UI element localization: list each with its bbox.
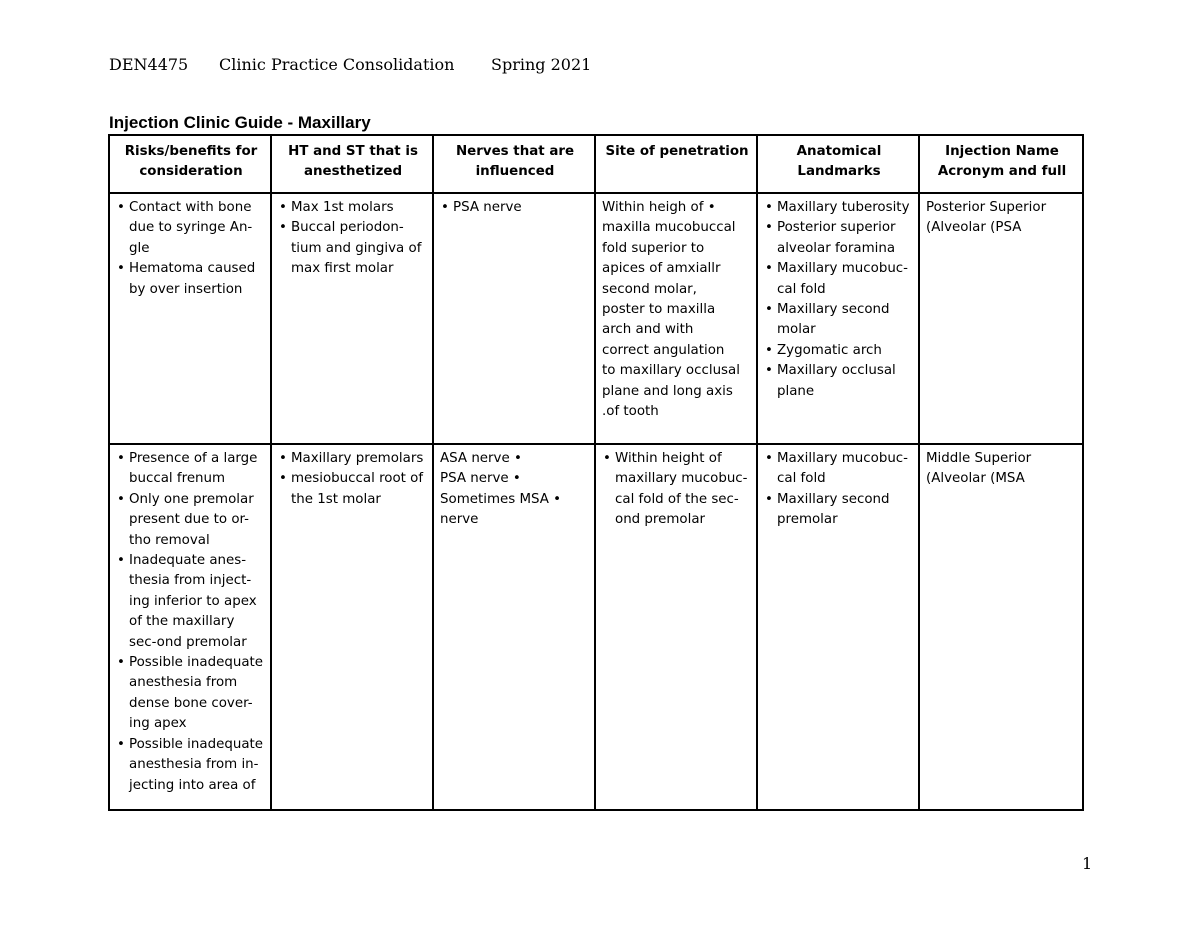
bullet-list <box>116 449 266 796</box>
list-item: • PSA nerve <box>453 198 590 218</box>
cell-injection <box>919 193 1083 444</box>
cell-nerves <box>433 444 595 810</box>
list-item: • Maxillary mucobuc-cal fold <box>777 259 914 300</box>
list-item: • Within height of maxillary mucobuc-cal fold of the sec-ond premolar <box>615 449 752 531</box>
cell-risks <box>109 193 271 444</box>
cell-tissue <box>271 193 433 444</box>
cell-site <box>595 444 757 810</box>
list-item: • Inadequate anes-thesia from inject-ing inferior to apex of the maxillary sec-ond premolar <box>129 551 266 653</box>
list-item: • Maxillary second molar <box>777 300 914 341</box>
page-number: 1 <box>1082 854 1093 873</box>
header-risks: Risks/benefits for consideration <box>109 135 271 193</box>
list-item: • Zygomatic arch <box>777 341 914 361</box>
course-code: DEN4475 <box>109 55 189 74</box>
cell-nerves <box>433 193 595 444</box>
table-header-row <box>109 135 1083 193</box>
cell-landmarks <box>757 193 919 444</box>
cell-site <box>595 193 757 444</box>
list-item: • Maxillary mucobuc-cal fold <box>777 449 914 490</box>
injection-guide-table <box>108 134 1084 811</box>
bullet-list <box>764 449 914 531</box>
cell-risks <box>109 444 271 810</box>
injection-name: Posterior Superior (Alveolar (PSA <box>926 200 1047 236</box>
bullet-list <box>602 449 752 531</box>
list-item: • Buccal periodon-tium and gingiva of max first molar <box>291 218 428 279</box>
bullet-list <box>278 449 428 510</box>
table-row <box>109 444 1083 810</box>
bullet-list <box>764 198 914 402</box>
cell-tissue <box>271 444 433 810</box>
list-item: • mesiobuccal root of the 1st molar <box>291 469 428 510</box>
header-nerves: Nerves that are influenced <box>433 135 595 193</box>
course-title: Clinic Practice Consolidation <box>219 55 455 74</box>
cell-injection <box>919 444 1083 810</box>
list-item: • Contact with bone due to syringe An-gle <box>129 198 266 259</box>
list-item: • Presence of a large buccal frenum <box>129 449 266 490</box>
header-site: Site of penetration <box>595 135 757 193</box>
bullet-list <box>116 198 266 300</box>
nerves-text: ASA nerve • PSA nerve • Sometimes MSA • nerve <box>440 451 562 528</box>
bullet-list <box>440 198 590 218</box>
list-item: • Possible inadequate anesthesia from dense bone cover-ing apex <box>129 653 266 735</box>
list-item: • Posterior superior alveolar foramina <box>777 218 914 259</box>
bullet-list <box>278 198 428 280</box>
header-tissue: HT and ST that is anesthetized <box>271 135 433 193</box>
header-injection: Injection Name Acronym and full <box>919 135 1083 193</box>
list-item: • Only one premolar present due to or-tho removal <box>129 490 266 551</box>
list-item: • Maxillary occlusal plane <box>777 361 914 402</box>
table-row <box>109 193 1083 444</box>
list-item: • Maxillary second premolar <box>777 490 914 531</box>
cell-landmarks <box>757 444 919 810</box>
list-item: • Maxillary tuberosity <box>777 198 914 218</box>
list-item: • Maxillary premolars <box>291 449 428 469</box>
site-text: Within heigh of • maxilla mucobuccal fold superior to apices of amxiallr second molar, poster to maxilla arch and with correct angulation to maxillary occlusal plane and long axis .of tooth <box>602 200 740 420</box>
injection-name: Middle Superior (Alveolar (MSA <box>926 451 1032 487</box>
list-item: • Possible inadequate anesthesia from in-jecting into area of <box>129 735 266 796</box>
list-item: • Hematoma caused by over insertion <box>129 259 266 300</box>
course-term: Spring 2021 <box>491 55 592 74</box>
document-title: Injection Clinic Guide - Maxillary <box>109 113 371 132</box>
list-item: • Max 1st molars <box>291 198 428 218</box>
header-landmarks: Anatomical Landmarks <box>757 135 919 193</box>
